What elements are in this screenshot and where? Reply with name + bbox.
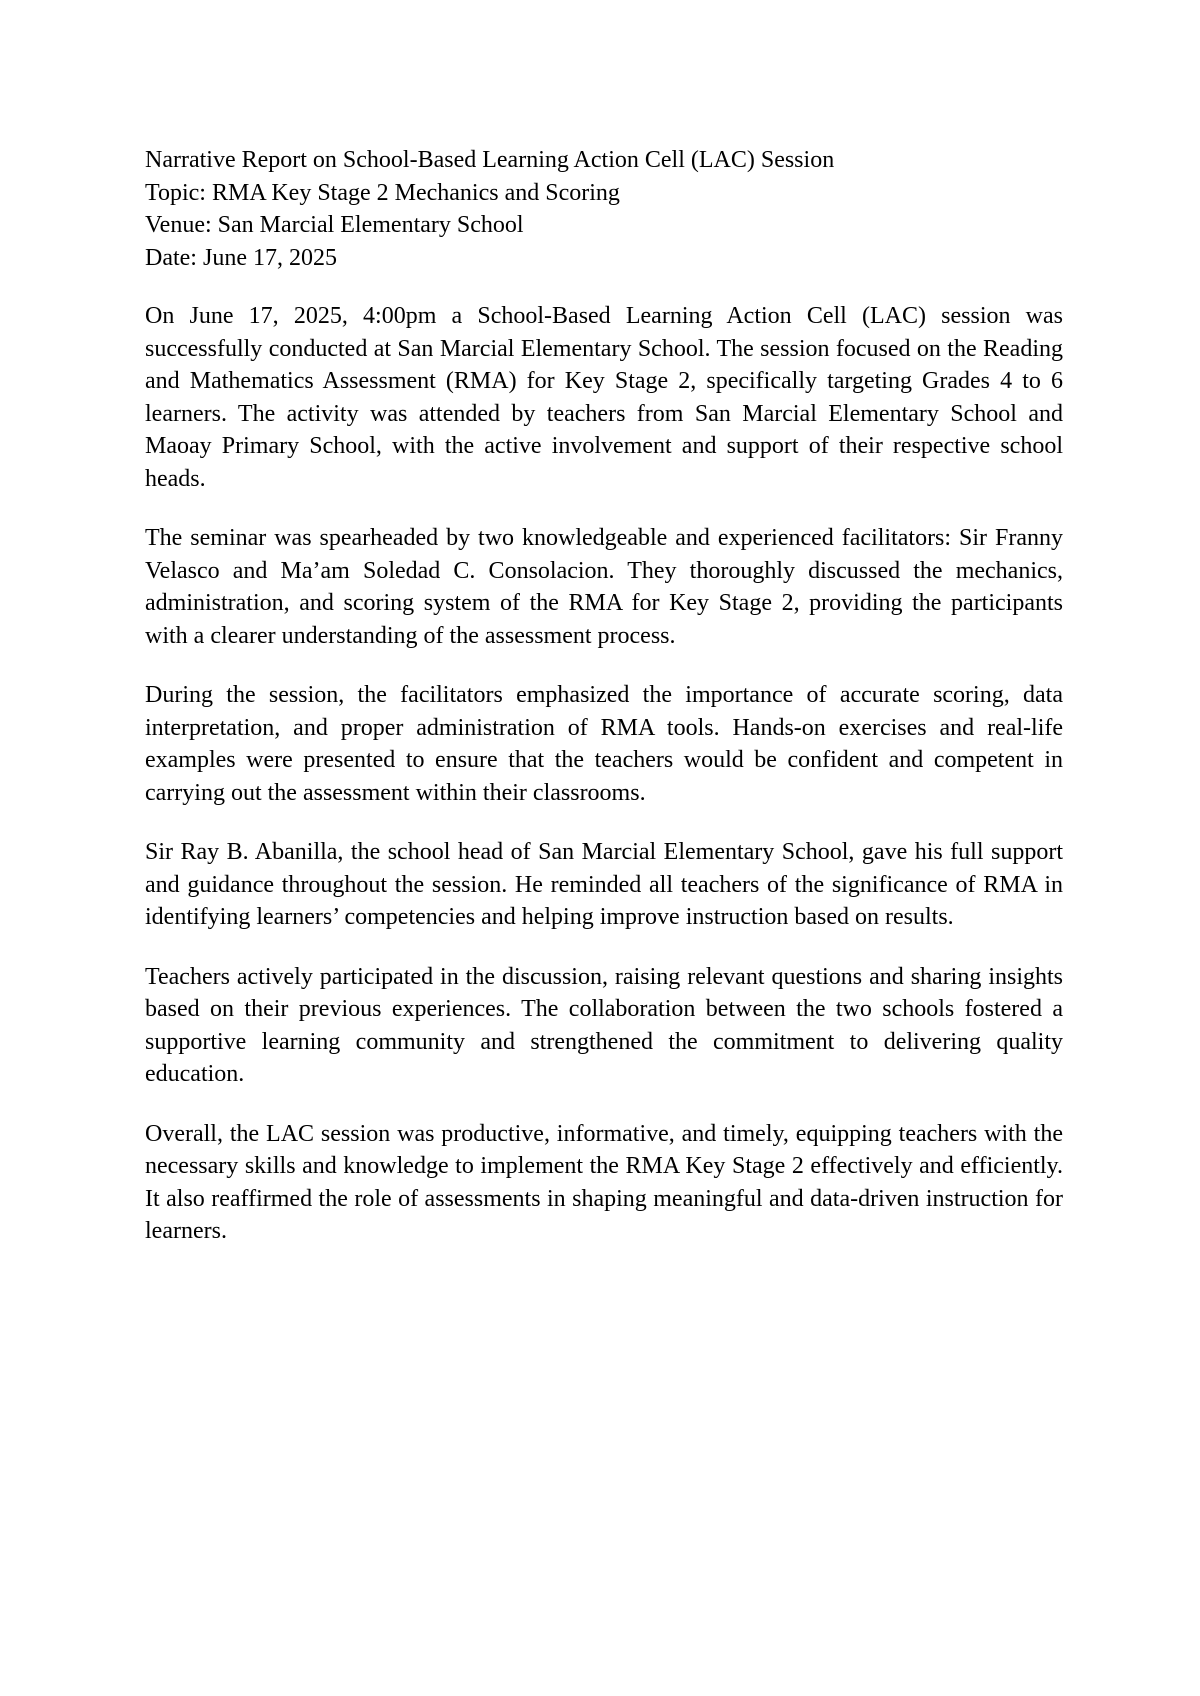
paragraph-facilitators: The seminar was spearheaded by two knowledgeable and experienced facilitators: Sir Franny Velasco and Ma’am Soledad C. Consolacion. They thoroughly discussed the mechanics, administration, and scoring system of the RMA for Key Stage 2, providing the participants with a clearer understanding of the assessment process. (145, 525, 1063, 649)
paragraph-school-head-support: Sir Ray B. Abanilla, the school head of San Marcial Elementary School, gave his full support and guidance throughout the session. He reminded all teachers of the significance of RMA in identifying learners’ competencies and helping improve instruction based on results. (145, 839, 1063, 930)
report-header (145, 144, 1063, 274)
report-venue: Venue: San Marcial Elementary School (145, 212, 524, 238)
paragraph-teacher-participation: Teachers actively participated in the discussion, raising relevant questions and sharing insights based on their previous experiences. The collaboration between the two schools fostered a supportive learning community and strengthened the commitment to delivering quality education. (145, 963, 1063, 1087)
paragraph-session-overview: On June 17, 2025, 4:00pm a School-Based Learning Action Cell (LAC) session was successfully conducted at San Marcial Elementary School. The session focused on the Reading and Mathematics Assessment (RMA) for Key Stage 2, specifically targeting Grades 4 to 6 learners. The activity was attended by teachers from San Marcial Elementary School and Maoay Primary School, with the active involvement and support of their respective school heads. (145, 303, 1063, 492)
report-date: Date: June 17, 2025 (145, 244, 337, 271)
report-topic: Topic: RMA Key Stage 2 Mechanics and Scoring (145, 179, 620, 206)
report-title: Narrative Report on School-Based Learning Action Cell (LAC) Session (145, 147, 835, 173)
paragraph-session-emphasis: During the session, the facilitators emphasized the importance of accurate scoring, data interpretation, and proper administration of RMA tools. Hands-on exercises and real-life examples were presented to ensure that the teachers would be confident and competent in carrying out the assessment within their classrooms. (145, 682, 1063, 806)
document-body (145, 144, 1063, 1248)
paragraph-conclusion: Overall, the LAC session was productive, informative, and timely, equipping teachers with the necessary skills and knowledge to implement the RMA Key Stage 2 effectively and efficiently. It also reaffirmed the role of assessments in shaping meaningful and data-driven instruction for learners. (145, 1120, 1063, 1244)
